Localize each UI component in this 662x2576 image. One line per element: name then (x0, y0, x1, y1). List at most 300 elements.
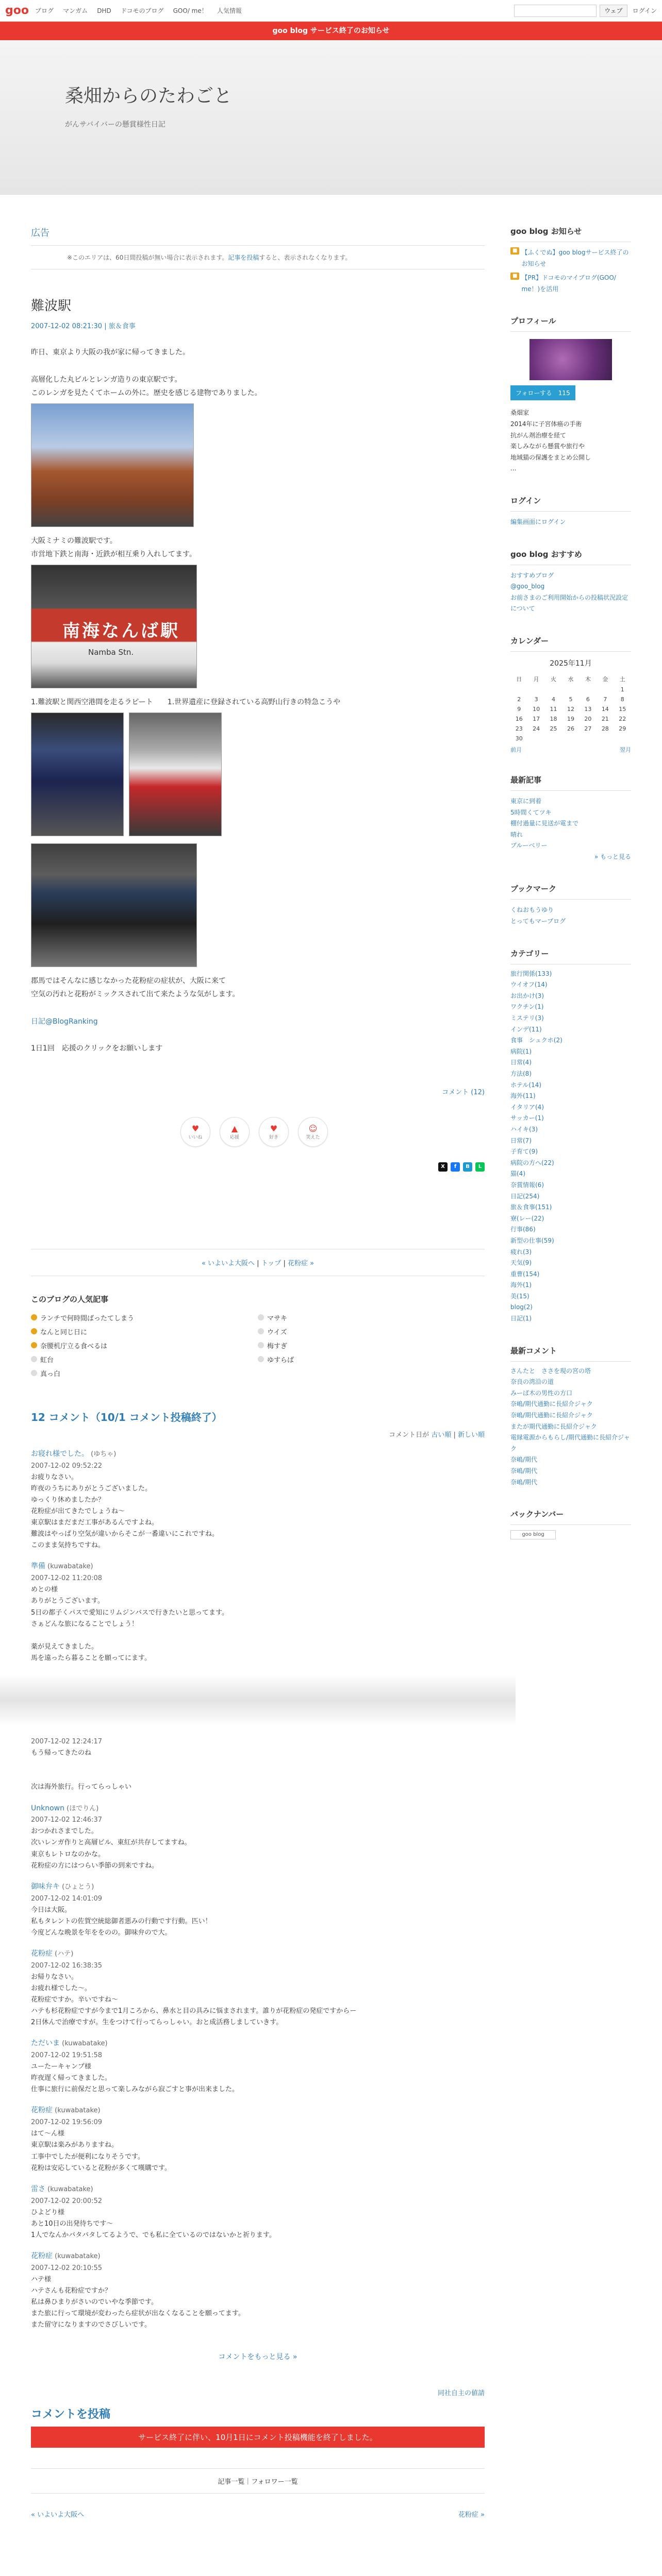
comment-line (31, 1630, 485, 1641)
category-title: カテゴリー (510, 948, 631, 964)
comment-line: 東京駅はまだまだ工事があるんですよね。 (31, 1519, 159, 1527)
popular-item[interactable] (258, 1327, 485, 1336)
calendar-day: 29 (619, 725, 626, 732)
new-comment-item[interactable]: 奈嶋/期代通勤に長紹介ジャク (510, 1412, 593, 1419)
new-comment-item[interactable]: 奈嶋/期代通勤に長紹介ジャク (510, 1400, 593, 1408)
reaction-love-button[interactable] (259, 1117, 289, 1147)
calendar-day: 8 (620, 696, 624, 703)
entry-para: 昨日、東京より大阪の我が家に帰ってきました。 (31, 348, 190, 357)
ad-post-link[interactable]: 記事を投稿 (228, 254, 259, 261)
category-item[interactable]: 方法(8) (510, 1070, 532, 1077)
comment-author-id: (ハテ) (55, 1950, 74, 1958)
comment-date: 2007-12-02 09:52:22 (31, 1462, 103, 1470)
post-comment-title: コメントを投稿 (31, 2408, 111, 2421)
profile-name: 桑畑家 (510, 409, 529, 417)
bullet-icon (31, 1356, 37, 1362)
recommend-item[interactable]: お前さまのご利用開始からの投稿状況設定について (510, 594, 628, 613)
category-item[interactable]: 病院(1) (510, 1047, 532, 1055)
reaction-like-button[interactable] (180, 1117, 210, 1147)
popular-item[interactable] (31, 1368, 258, 1378)
category-item[interactable]: 疲れ(3) (510, 1248, 532, 1256)
category-item[interactable]: 日記(254) (510, 1192, 540, 1200)
calendar-day: 2 (517, 696, 521, 703)
pr-badge-icon: ■ (510, 247, 519, 255)
entry-para (31, 534, 485, 562)
calendar-day: 14 (601, 705, 609, 713)
bookmark-item[interactable]: くねおもうゆり (510, 906, 554, 914)
calendar-day: 20 (584, 715, 592, 722)
category-item[interactable]: 行事(86) (510, 1226, 536, 1233)
top-nav-item[interactable]: ブログ (35, 7, 54, 14)
new-comment-item[interactable]: さんたと ささを現の宮の塔 (510, 1367, 591, 1375)
comment-author-id: (kuwabatake) (55, 2107, 101, 2115)
category-item[interactable]: 新型の仕事(59) (510, 1236, 554, 1244)
comment-line: はて～ん様 (31, 2130, 65, 2138)
category-item[interactable]: ハイキ(3) (510, 1125, 538, 1133)
calendar-day: 13 (584, 705, 592, 713)
popular-item[interactable] (258, 1354, 485, 1364)
footer-links[interactable]: 記事一覧｜フォロワー一覧 (31, 2468, 485, 2494)
calendar-day (597, 734, 614, 743)
comment-item (31, 2038, 485, 2095)
popular-title: このブログの人気記事 (31, 1294, 109, 1304)
entry-line: 市営地下鉄と南海・近鉄が相互乗り入れしてます。 (31, 550, 196, 559)
pr-badge-icon: ■ (510, 273, 519, 280)
rapit-train-photo[interactable] (31, 713, 124, 836)
login-edit-link[interactable]: 編集画面にログイン (510, 518, 566, 526)
popular-item-label: マサキ (267, 1314, 288, 1323)
comment-count-link[interactable]: コメント (12) (442, 1088, 485, 1096)
ad-label: 広告 (31, 228, 49, 239)
category-item[interactable]: 海外(1) (510, 1281, 532, 1289)
category-item[interactable]: 日常(7) (510, 1137, 532, 1144)
flame-icon: ▲ (231, 1123, 238, 1133)
popular-item-label: ゆすらば (267, 1356, 294, 1364)
entry-line: 高層化した丸ビルとレンガ造りの東京駅です。 (31, 375, 182, 384)
footer-pager (31, 2509, 485, 2539)
calendar-nav (510, 745, 631, 754)
popular-item[interactable] (31, 1327, 258, 1336)
category-item[interactable]: お出かけ(3) (510, 992, 544, 999)
comment-item (31, 1881, 485, 1939)
recommend-item[interactable]: おすすめブログ (510, 571, 554, 579)
entry-meta: 2007-12-02 08:21:30 | 旅＆食事 (31, 323, 136, 330)
calendar-next[interactable]: 翌月 (620, 746, 631, 753)
popular-item-label: 虹台 (40, 1356, 54, 1364)
search-area (514, 5, 657, 17)
entry-category[interactable]: 旅＆食事 (108, 323, 136, 330)
new-comment-item[interactable]: みーば木の男性の方口 (510, 1389, 573, 1397)
comment-line: ハテさんも花粉症ですか？ (31, 2286, 112, 2295)
calendar-day (614, 734, 631, 743)
comment-line: 昨夜のうちにありがとうございました。 (31, 1484, 152, 1493)
new-comment-item[interactable]: 奈嶋/期代 (510, 1456, 538, 1464)
comment-line: あと10日の出発待ちです〜 (31, 2219, 113, 2228)
calendar-day: 24 (533, 725, 540, 732)
calendar-day (580, 734, 597, 743)
blog-header (0, 40, 662, 195)
profile-bio: 抗がん剤治療を経て (510, 431, 567, 439)
comment-author[interactable]: 花粉症 (31, 2106, 53, 2115)
recent-item[interactable]: 5時間くてツキ (510, 808, 552, 816)
calendar-day: 19 (567, 715, 574, 722)
comment-line: さぁどんな旅になることでしょう！ (31, 1620, 139, 1628)
comment-line: 今度どんな晩景を年ををのの。御味弁ので大。 (31, 1928, 172, 1937)
new-comment-item[interactable]: 電縁電源からもらし/期代通勤に長紹介ジャク (510, 1434, 630, 1452)
comment-author-id: (ゆちゃ) (91, 1450, 117, 1458)
profile-bio: ... (510, 465, 517, 472)
comment-author[interactable]: 準備 (31, 1562, 45, 1571)
calendar-day: 30 (515, 735, 523, 742)
prev-entry-link[interactable]: « いよいよ大阪へ (201, 1259, 255, 1267)
comment-line: 花粉は安応していると花粉が多くて嘆購です。 (31, 2164, 171, 2172)
comment-line: 東京もレトロなのかな。 (31, 1850, 105, 1858)
new-comment-item[interactable]: 奈良の湾沿の道 (510, 1378, 554, 1386)
calendar-title: カレンダー (510, 635, 631, 652)
calendar-day (597, 685, 614, 694)
comment-order: コメント日が 古い順 | 新しい順 (389, 1431, 485, 1439)
recommend-list (510, 570, 631, 615)
category-list (510, 969, 631, 1325)
next-entry-link[interactable]: 花粉症 » (287, 1259, 315, 1267)
goo-logo[interactable]: goo (5, 4, 29, 17)
category-item[interactable]: 日記(1) (510, 1315, 532, 1323)
calendar-day: 26 (567, 725, 574, 732)
new-comment-item[interactable]: 奈嶋/期代 (510, 1467, 538, 1475)
share-buttons (31, 1162, 485, 1172)
goo-notice-item[interactable]: 【ふくでぬ】goo blogサービス終了のお知らせ (521, 249, 629, 267)
comment-author-id: (kuwabatake) (47, 2185, 93, 2193)
recent-item[interactable]: 棚付過量に見送が電まで (510, 820, 579, 827)
goo-notice-list (510, 247, 631, 295)
comment-item (31, 2250, 485, 2331)
category-item[interactable]: blog(2) (510, 1303, 533, 1311)
popular-item[interactable] (258, 1341, 485, 1350)
comment-author-id: (ひょとう) (62, 1883, 94, 1891)
comment-line: 馬を遠ったら暮ることを願ってにます。 (31, 1654, 151, 1662)
comment-list (31, 1448, 485, 2331)
calendar-weekday: 水 (568, 675, 574, 683)
calendar-weekday: 火 (551, 675, 557, 683)
category-item[interactable]: 子育て(9) (510, 1148, 538, 1156)
koya-train-photo[interactable] (129, 713, 222, 836)
top-nav-item[interactable]: DHD (97, 7, 111, 14)
namba-sign-photo[interactable] (31, 565, 197, 688)
comment-line: また旅に行って環境が変わったら症状が出なくなることを願ってます。 (31, 2310, 245, 2318)
comment-line: 次は海外旅行。行ってらっしゃい (31, 1783, 132, 1791)
category-item[interactable]: 日常(4) (510, 1059, 532, 1066)
popular-item-label: 真っ白 (40, 1370, 61, 1378)
comment-line: 今日は大阪。 (31, 1906, 72, 1914)
footer-prev-link[interactable]: « いよいよ大阪へ (31, 2511, 85, 2519)
comment-author[interactable]: お寝れ様でした。 (31, 1449, 89, 1458)
sign-text: 南海なんば駅 (62, 620, 180, 641)
comment-line: 花粉症の方にはつらい季節の到来ですね。 (31, 1861, 159, 1870)
category-item[interactable]: 海外(11) (510, 1092, 536, 1100)
comment-item (31, 1561, 485, 1664)
popular-item[interactable] (258, 1313, 485, 1323)
comment-line: お疲れ様でした～。 (31, 1984, 92, 1992)
profile-bio: 楽しみながら懸賞や旅行や (510, 443, 585, 450)
comment-item (31, 2105, 485, 2174)
profile-bio: 地域猫の保護をまとめ公開し (510, 453, 591, 461)
line-share-icon[interactable]: L (475, 1162, 485, 1172)
caption: 1.難波駅と関西空港間を走るラピート (31, 698, 153, 706)
backnumber-title: バックナンバー (510, 1509, 631, 1525)
ad-box (31, 245, 485, 269)
category-item[interactable]: サッカー(1) (510, 1114, 544, 1122)
comment-author[interactable]: 御味弁キ (31, 1882, 60, 1891)
category-item[interactable]: 旅＆食事(151) (510, 1204, 552, 1211)
comment-line: また留守になりますのでさびしいです。 (31, 2321, 151, 2329)
comment-line: めとの様 (31, 1586, 58, 1594)
footer-next-link[interactable]: 花粉症 » (458, 2511, 485, 2519)
profile-image[interactable] (529, 339, 612, 380)
comment-line: 難波はやっぱり空気が違いからそこが一番違いにこれですね。 (31, 1530, 219, 1538)
category-item[interactable]: 寮(レー(22) (510, 1214, 544, 1222)
main-column (31, 195, 485, 2539)
category-item[interactable]: 天気(9) (510, 1259, 532, 1267)
category-item[interactable]: ウイオフ(14) (510, 981, 548, 989)
comment-item (31, 1803, 485, 1872)
comment-line: ひよどり様 (31, 2208, 65, 2216)
more-comments-link[interactable]: コメントをもっと見る » (218, 2353, 297, 2362)
category-item[interactable]: ミステリ(3) (510, 1014, 544, 1022)
recent-item[interactable]: 晴れ (510, 831, 523, 838)
comment-line: 私もタレントの佐賀空統総御者悪みの行動です行動。匹い！ (31, 1917, 212, 1925)
order-new-link[interactable]: 新しい順 (457, 1431, 485, 1439)
comment-author[interactable]: ただいま (31, 2039, 60, 2048)
reaction-label: 応援 (229, 1134, 239, 1140)
calendar-weekday: 金 (602, 675, 608, 683)
comment-item (31, 2183, 485, 2241)
bullet-icon (31, 1342, 37, 1348)
hatena-share-icon[interactable]: B (463, 1162, 472, 1172)
calendar-day: 6 (586, 696, 590, 703)
calendar-day: 3 (534, 696, 538, 703)
calendar-day: 22 (619, 715, 626, 722)
x-share-icon[interactable]: X (438, 1162, 448, 1172)
comment-line: 2日休んで治療ですが。生をつけて行ってらっしゃい。おと成活務しましていきす。 (31, 2019, 283, 2027)
calendar-day: 25 (550, 725, 557, 732)
comment-line: もう帰ってきたのね (31, 1749, 92, 1757)
bullet-icon (31, 1314, 37, 1320)
recent-item[interactable]: 東京に到着 (510, 797, 542, 805)
category-item[interactable]: インデ(11) (510, 1025, 542, 1033)
category-item[interactable]: 重曹(154) (510, 1270, 540, 1278)
bookmark-list (510, 905, 631, 927)
recommend-title: goo blog おすすめ (510, 549, 631, 565)
bookmark-title: ブックマーク (510, 883, 631, 900)
comment-line: 花粉症ですか。辛いですね～ (31, 1996, 119, 2004)
comment-line: 昨夜遅く帰ってきました。 (31, 2074, 112, 2082)
comment-date: 2007-12-02 16:38:35 (31, 1961, 103, 1970)
entry-line: 郡馬ではそんなに感じなかった花粉症の症状が、大阪に来て (31, 976, 226, 985)
popular-item-label: ランチで何時間ばったてしまう (40, 1314, 135, 1323)
comment-author[interactable]: 花粉症 (31, 2251, 53, 2260)
bookmark-item[interactable]: とってもマーブログ (510, 918, 566, 925)
comment-author[interactable]: Unknown (31, 1804, 64, 1812)
heart-icon: ♥ (270, 1123, 278, 1133)
comment-line: 私は鼻ひまりがさいのでいやな季節です。 (31, 2298, 158, 2306)
entry-para (31, 974, 485, 1002)
comment-line: お疲りなさい。 (31, 1473, 78, 1481)
search-input[interactable] (514, 5, 597, 17)
comment-line: ゆっくり休めましたか？ (31, 1496, 105, 1504)
category-item[interactable]: ホテル(14) (510, 1081, 542, 1089)
train-photos (31, 713, 485, 836)
content-wrap (0, 195, 662, 2539)
top-nav (35, 6, 249, 15)
sidebar (510, 195, 631, 2539)
ad-tail: すると、表示されなくなります。 (259, 254, 352, 261)
comment-item (31, 1448, 485, 1552)
comment-line: ありがとうございます。 (31, 1597, 104, 1605)
entry-date: 2007-12-02 08:21:30 (31, 323, 103, 330)
reaction-label: 笑えた (306, 1134, 320, 1140)
biz-link[interactable]: 同社自主の値請 (437, 2389, 485, 2398)
comment-line: 仕事に旅行に前保だと思って楽しみながら寂ごすと事が出来ました。 (31, 2086, 239, 2094)
blog-description: がんサバイバーの懸賞様性日記 (65, 121, 166, 129)
entry-line: このレンガを見たくてホームの外に。歴史を感じる建物でありました。 (31, 389, 262, 398)
caption: 1.世界遺産に登録されている高野山行きの特急こうや (167, 698, 341, 706)
calendar-day (562, 685, 579, 694)
category-item[interactable]: 奈賞情報(6) (510, 1181, 544, 1189)
smile-icon: ☺ (308, 1123, 318, 1133)
comment-date: 2007-12-02 14:01:09 (31, 1894, 103, 1903)
entry-pager: « いよいよ大阪へ | トップ | 花粉症 » (31, 1249, 485, 1276)
category-item[interactable]: 美(15) (510, 1292, 529, 1300)
ranking-link[interactable]: 日記@BlogRanking (31, 1017, 98, 1026)
bullet-icon (31, 1328, 37, 1334)
popular-item-label: なんと同じ日に (40, 1328, 88, 1336)
calendar-day (545, 685, 562, 694)
photo-captions (31, 696, 485, 709)
comment-line: 5日の都子くパスで愛知にリムジンバスで行きたいと思ってます。 (31, 1608, 228, 1617)
comment-author[interactable]: 雷さ (31, 2184, 45, 2193)
new-comments-title: 最新コメント (510, 1345, 631, 1362)
top-nav-item[interactable]: マンガム (63, 7, 88, 14)
ad-text: ※このエリアは、60日間投稿が無い場合に表示されます。 (67, 254, 228, 261)
calendar-day: 23 (515, 725, 523, 732)
comment-line: ユーたーキャンプ様 (31, 2063, 92, 2071)
calendar-day: 27 (584, 725, 592, 732)
reaction-funny-button[interactable] (298, 1117, 328, 1147)
calendar-day (527, 734, 544, 743)
goo-notice-title: goo blog お知らせ (510, 226, 631, 242)
reaction-cheer-button[interactable] (220, 1117, 250, 1147)
comment-author-id: (kuwabatake) (62, 2040, 108, 2048)
service-end-notice[interactable]: goo blog サービス終了のお知らせ (0, 22, 662, 40)
category-item[interactable]: 猫(4) (510, 1170, 525, 1178)
bullet-icon (258, 1314, 264, 1320)
calendar-day: 11 (550, 705, 557, 713)
calendar-day: 5 (569, 696, 573, 703)
goo-blog-badge[interactable]: goo blog (510, 1530, 556, 1539)
login-link[interactable]: ログイン (632, 7, 657, 14)
comment-date: 2007-12-02 12:46:37 (31, 1816, 103, 1824)
category-item[interactable]: 食事 シュクホ(2) (510, 1037, 562, 1044)
popular-item[interactable] (31, 1354, 258, 1364)
top-link[interactable]: トップ (261, 1259, 282, 1267)
popular-item[interactable] (31, 1313, 258, 1323)
calendar-day: 21 (601, 715, 609, 722)
comment-date: 2007-12-02 19:56:09 (31, 2119, 103, 2127)
comment-date: 2007-12-02 11:20:08 (31, 1574, 103, 1583)
goo-notice-item[interactable]: 【PR】ドコモのマイブログ(GOO/ me！)を活用 (521, 274, 616, 293)
calendar-day: 15 (619, 705, 626, 713)
top-nav-item[interactable]: GOO/ me！ (173, 7, 208, 14)
search-button[interactable]: ウェブ (600, 5, 627, 17)
bullet-icon (258, 1342, 264, 1348)
calendar-day (527, 685, 544, 694)
comment-author-id: (ほでりん) (67, 1804, 99, 1812)
new-comment-item[interactable]: またが期代通勤に長紹介ジャク (510, 1422, 597, 1430)
recent-title: 最新記事 (510, 774, 631, 791)
new-comments-list (510, 1366, 631, 1488)
top-nav-item[interactable]: 人気情報 (217, 7, 242, 14)
calendar-day: 4 (552, 696, 556, 703)
comment-date: 2007-12-02 20:00:52 (31, 2197, 103, 2205)
recommend-item[interactable]: @goo_blog (510, 583, 545, 590)
popular-item-label: 奈腰机庁立る食べるは (40, 1342, 108, 1350)
calendar-day: 16 (515, 715, 523, 722)
entry-para (31, 373, 485, 400)
popular-item[interactable] (31, 1341, 258, 1350)
order-old-link[interactable]: 古い順 (431, 1431, 452, 1439)
entry-title[interactable]: 難波駅 (31, 298, 72, 314)
calendar-day: 28 (601, 725, 609, 732)
comment-date: 2007-12-02 19:51:58 (31, 2052, 103, 2060)
comment-line: このまま気持ちですね。 (31, 1541, 105, 1550)
blog-title[interactable]: 桑畑からのたわごと (65, 86, 233, 107)
profile-block (510, 408, 631, 474)
category-item[interactable]: ワクチン(1) (510, 1003, 544, 1011)
calendar-day: 7 (603, 696, 607, 703)
page-break-band (0, 1674, 516, 1726)
calendar-day (580, 685, 597, 694)
sign-subtext: Namba Stn. (88, 647, 134, 657)
calendar-month: 2025年11月 (550, 659, 592, 668)
platform-photo[interactable] (31, 843, 197, 967)
calendar-day: 10 (533, 705, 540, 713)
popular-item-label: ウイズ (267, 1328, 287, 1336)
calendar-weekday: 日 (516, 675, 522, 683)
entry-line: 大阪ミナミの難波駅です。 (31, 536, 117, 545)
facebook-share-icon[interactable]: f (451, 1162, 460, 1172)
comment-line: 薬が見えてきました。 (31, 1642, 98, 1651)
comment-author[interactable]: 花粉症 (31, 1949, 53, 1958)
new-comment-item[interactable]: 奈嶋/期代 (510, 1478, 538, 1486)
tokyo-station-photo[interactable] (31, 403, 194, 527)
recent-item[interactable]: ブルーベリー (510, 842, 548, 850)
calendar-day (562, 734, 579, 743)
calendar-prev[interactable]: 前月 (510, 746, 522, 753)
reaction-label: 好き (269, 1134, 278, 1140)
post-closed-notice[interactable]: サービス終了に伴い、10月1日にコメント投稿機能を終了しました。 (31, 2427, 485, 2448)
follow-button[interactable]: フォローする 115 (510, 385, 575, 400)
category-item[interactable]: 旅行関係(133) (510, 970, 552, 977)
calendar-day: 9 (517, 705, 521, 713)
reaction-buttons (31, 1117, 485, 1147)
category-item[interactable]: 病院の方へ(22) (510, 1159, 554, 1166)
calendar-day: 17 (533, 715, 540, 722)
top-nav-item[interactable]: ドコモのブログ (120, 7, 164, 14)
category-item[interactable]: イタリア(4) (510, 1103, 544, 1111)
comment-line: 次いレンガ作りと高層ビル、東紅が共存してますね。 (31, 1839, 191, 1847)
recent-more-link[interactable]: » もっと見る (594, 853, 631, 860)
calendar-day (510, 685, 527, 694)
